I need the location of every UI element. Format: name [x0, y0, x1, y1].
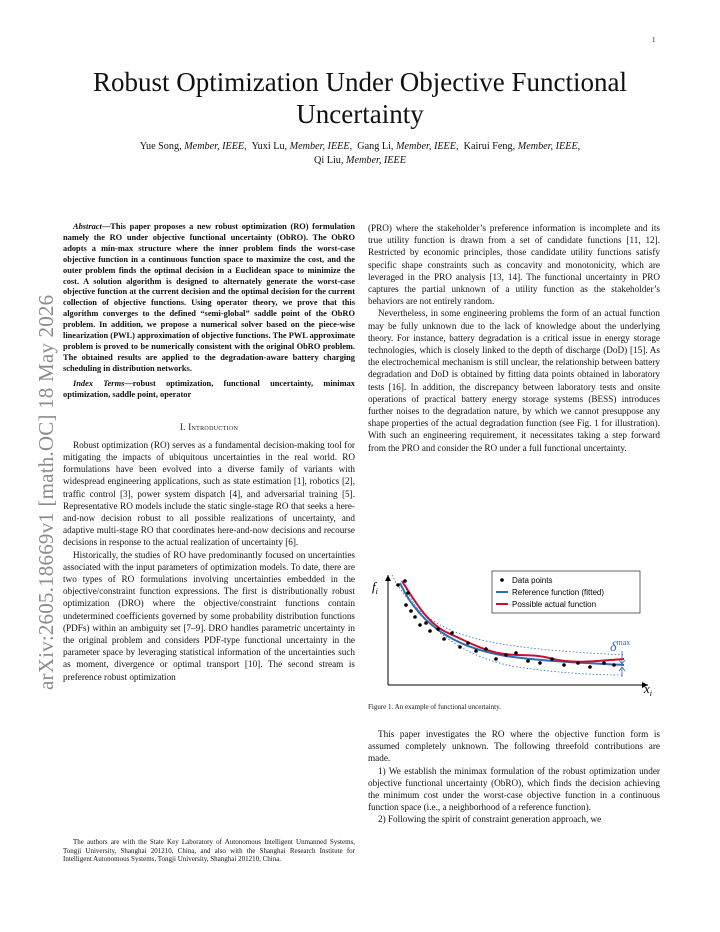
- delta-label: $\delta^{max}$: [610, 638, 631, 655]
- data-point: [418, 623, 422, 627]
- data-point: [396, 583, 400, 587]
- intro-paragraph: Robust optimization (RO) serves as a fundamental decision-making tool for mitigating the impacts of ubiquitous uncertainties in the real world. RO formulations have been evolved into a diverse family of variants with widespread engineering applications, such as state estimation [1], robotics [2], traffic control [3], power system dispatch [4], and adversarial training [5]. Representative RO models include the static single-stage RO that seeks a here-and-now decision robust to all possible realizations of uncertainty, and adaptive multi-stage RO that coordinates here-and-now decisions and recourse decisions in response to the actual realization of uncertainty [6].: [63, 439, 355, 548]
- abstract-label: Abstract: [73, 222, 102, 231]
- contribution-item: 2) Following the spirit of constraint generation approach, we: [378, 814, 602, 825]
- data-point: [484, 647, 488, 651]
- contribution-intro: This paper investigates the RO where the objective function form is assumed completely unknown. The following threefold contributions are made.: [368, 729, 660, 764]
- section-number: I.: [179, 421, 189, 432]
- author-name: Yue Song,: [139, 141, 185, 152]
- data-point: [458, 645, 462, 649]
- data-point: [404, 603, 408, 607]
- data-point: [538, 661, 542, 665]
- author-line-2: [60, 154, 660, 168]
- section-heading: [63, 421, 355, 433]
- data-point: [466, 641, 470, 645]
- section-title: Introduction: [188, 421, 239, 432]
- abstract: [63, 222, 355, 375]
- author-name: Qi Liu,: [314, 155, 346, 166]
- figure-functional-uncertainty: [368, 567, 660, 697]
- data-point: [602, 661, 606, 665]
- data-point: [550, 657, 554, 661]
- y-axis-label: $f_i$: [372, 579, 378, 596]
- data-point: [474, 649, 478, 653]
- legend-label-reference: Reference function (fitted): [512, 588, 605, 597]
- author-role: Member, IEEE,: [396, 141, 459, 152]
- right-column-lower: [368, 728, 660, 826]
- data-point: [428, 629, 432, 633]
- data-point: [526, 659, 530, 663]
- author-role: Member, IEEE: [346, 155, 406, 166]
- page-number: 1: [652, 36, 656, 44]
- data-point: [612, 663, 616, 667]
- data-point: [413, 615, 417, 619]
- data-point: [494, 657, 498, 661]
- data-point: [576, 661, 580, 665]
- arxiv-identifier-text: arXiv:2605.18669v1 [math.OC] 18 May 2026: [34, 294, 58, 690]
- author-role: Member, IEEE,: [289, 141, 353, 152]
- legend-marker-dot: [500, 578, 504, 582]
- left-column: [63, 222, 355, 683]
- x-axis-label: $x_i$: [644, 681, 653, 697]
- author-name: Gang Li,: [357, 141, 397, 152]
- data-point: [406, 591, 410, 595]
- data-point: [562, 663, 566, 667]
- author-name: Kairui Feng,: [463, 141, 518, 152]
- data-point: [403, 579, 407, 583]
- author-line-1: [60, 140, 660, 154]
- legend: [492, 571, 640, 613]
- legend-label-data-points: Data points: [512, 576, 553, 585]
- data-point: [409, 609, 413, 613]
- author-role: Member, IEEE,: [517, 141, 581, 152]
- legend-label-actual: Possible actual function: [512, 600, 597, 609]
- index-terms-text: —robust optimization, functional uncertainty, minimax optimization, saddle point, operator: [63, 378, 355, 399]
- contribution-item: 1) We establish the minimax formulation of the robust optimization under objective functional uncertainty (ObRO), which finds the decision achieving the minimum cost under the worst-case objective function in a continuous function space (i.e., a neighborhood of a reference function).: [368, 765, 660, 813]
- data-point: [424, 621, 428, 625]
- arxiv-identifier: [34, 245, 58, 705]
- data-point: [442, 637, 446, 641]
- figure-caption: Figure 1. An example of functional uncertainty.: [368, 703, 501, 711]
- paper-title: Robust Optimization Under Objective Functional Uncertainty: [93, 67, 627, 129]
- author-list: [60, 140, 660, 168]
- data-point: [588, 665, 592, 669]
- data-point: [436, 627, 440, 631]
- intro-paragraph: Historically, the studies of RO have predominantly focused on uncertainties associated with the input parameters of optimization models. To date, there are two types of RO formulations involving uncertainties embedded in the objective/constraint function expressions. The first is distributionally robust optimization (DRO) where the objective/constraint functions contain undetermined coefficients governed by some probability distribution functions (PDFs) within an ambiguity set [7–9]. DRO handles parametric uncertainty in the original problem and considers PDF-type functional uncertainty in the parameter space by leveraging statistical information of the uncertainties such as moment, divergence or optimal transport [10]. The second stream is preference robust optimization: [63, 549, 355, 682]
- data-point: [514, 651, 518, 655]
- right-column: [368, 222, 660, 454]
- figure-svg: [368, 567, 660, 697]
- index-terms: [63, 379, 355, 401]
- right-paragraph: (PRO) where the stakeholder’s preference information is incomplete and its true utility function is drawn from a set of candidate functions [11, 12]. Restricted by economic principles, those candidate utility functions satisfy specific shape constraints such as concavity and monotonicity, which are leveraged in the PRO analysis [13, 14]. The functional uncertainty in PRO captures the partial unknown of a utility function as the stakeholder’s behaviors are not entirely random.: [368, 223, 660, 307]
- footnote: The authors are with the State Key Laboratory of Autonomous Intelligent Unmanned Systems, Tongji University, Shanghai 201210, China, and also with the Shanghai Research Institute for Intelligent Autonomous Systems, Tongji University, Shanghai 201210, China.: [63, 838, 355, 864]
- abstract-text: —This paper proposes a new robust optimization (RO) formulation namely the RO under objective functional uncertainty (ObRO). The ObRO adopts a min-max structure where the inner problem finds the worst-case objective function in a continuous function space to maximize the cost, and the outer problem finds the optimal decision in a Euclidean space to minimize the cost. A solution algorithm is designed to alternately generate the worst-case objective function at the current decision and the optimal decision for the current collection of objective functions. Using operator theory, we prove that this algorithm converges to the defined “semi-global” saddle point of the ObRO problem. In addition, we propose a numerical solver based on the piece-wise linearization (PWL) approximation of objective functions. The PWL approximate problem is proved to be numerically consistent with the original ObRO problem. The obtained results are applied to the degradation-aware battery charging scheduling in distribution networks.: [63, 222, 355, 373]
- right-paragraph: Nevertheless, in some engineering problems the form of an actual function may be fully unknown due to the lack of knowledge about the underlying theory. For instance, battery degradation is a critical issue in energy storage technologies, which is closely linked to the depth of discharge (DoD) [15]. As the electrochemical mechanism is still unclear, the relationship between battery degradation and DoD is obtained by fitting data points obtained in laboratory tests [16]. In addition, the discrepancy between laboratory tests and onsite operations of practical battery energy storage systems (BESS) introduces further noises to the degradation nature, by which we cannot presuppose any shape properties of the actual degradation function (see Fig. 1 for illustration). With such an engineering requirement, it necessitates taking a step forward from the PRO and consider the RO under a full functional uncertainty.: [368, 308, 660, 453]
- author-role: Member, IEEE,: [184, 141, 247, 152]
- data-point: [450, 631, 454, 635]
- index-terms-label: Index Terms: [73, 378, 125, 388]
- data-point: [504, 653, 508, 657]
- author-name: Yuxi Lu,: [251, 141, 290, 152]
